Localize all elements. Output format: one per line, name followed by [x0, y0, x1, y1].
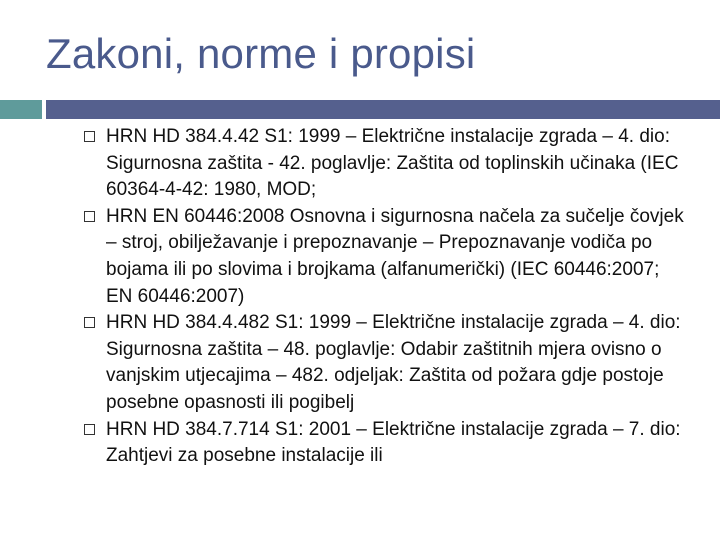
list-item [84, 310, 684, 416]
title-accent-bar-right [46, 100, 720, 119]
slide-title: Zakoni, norme i propisi [46, 30, 476, 77]
bullet-list [84, 124, 684, 470]
square-bullet-icon [84, 424, 95, 435]
square-bullet-icon [84, 211, 95, 222]
list-item [84, 204, 684, 310]
square-bullet-icon [84, 317, 95, 328]
list-item [84, 417, 684, 470]
title-accent-bar-left [0, 100, 42, 119]
list-item-text: HRN HD 384.4.482 S1: 1999 – Električne instalacije zgrada – 4. dio: Sigurnosna zaštita – 48. poglavlje: Odabir zaštitnih mjera ovisno o vanjskim utjecajima – 482. odjeljak: Zaštita od požara gdje postoje posebne opasnosti ili pogibelj [106, 312, 681, 413]
square-bullet-icon [84, 131, 95, 142]
list-item-text: HRN HD 384.4.42 S1: 1999 – Električne instalacije zgrada – 4. dio: Sigurnosna zaštita - 42. poglavlje: Zaštita od toplinskih učinaka (IEC 60364-4-42: 1980, MOD; [106, 126, 679, 201]
list-item-text: HRN EN 60446:2008 Osnovna i sigurnosna načela za sučelje čovjek – stroj, obilježavanje i prepoznavanje – Prepoznavanje vodiča po bojama ili po slovima i brojkama (alfanumerički) (IEC 60446:2007; EN 60446:2007) [106, 205, 684, 307]
list-item-text: HRN HD 384.7.714 S1: 2001 – Električne instalacije zgrada – 7. dio: Zahtjevi za posebne instalacije ili [106, 418, 681, 467]
list-item [84, 124, 684, 204]
